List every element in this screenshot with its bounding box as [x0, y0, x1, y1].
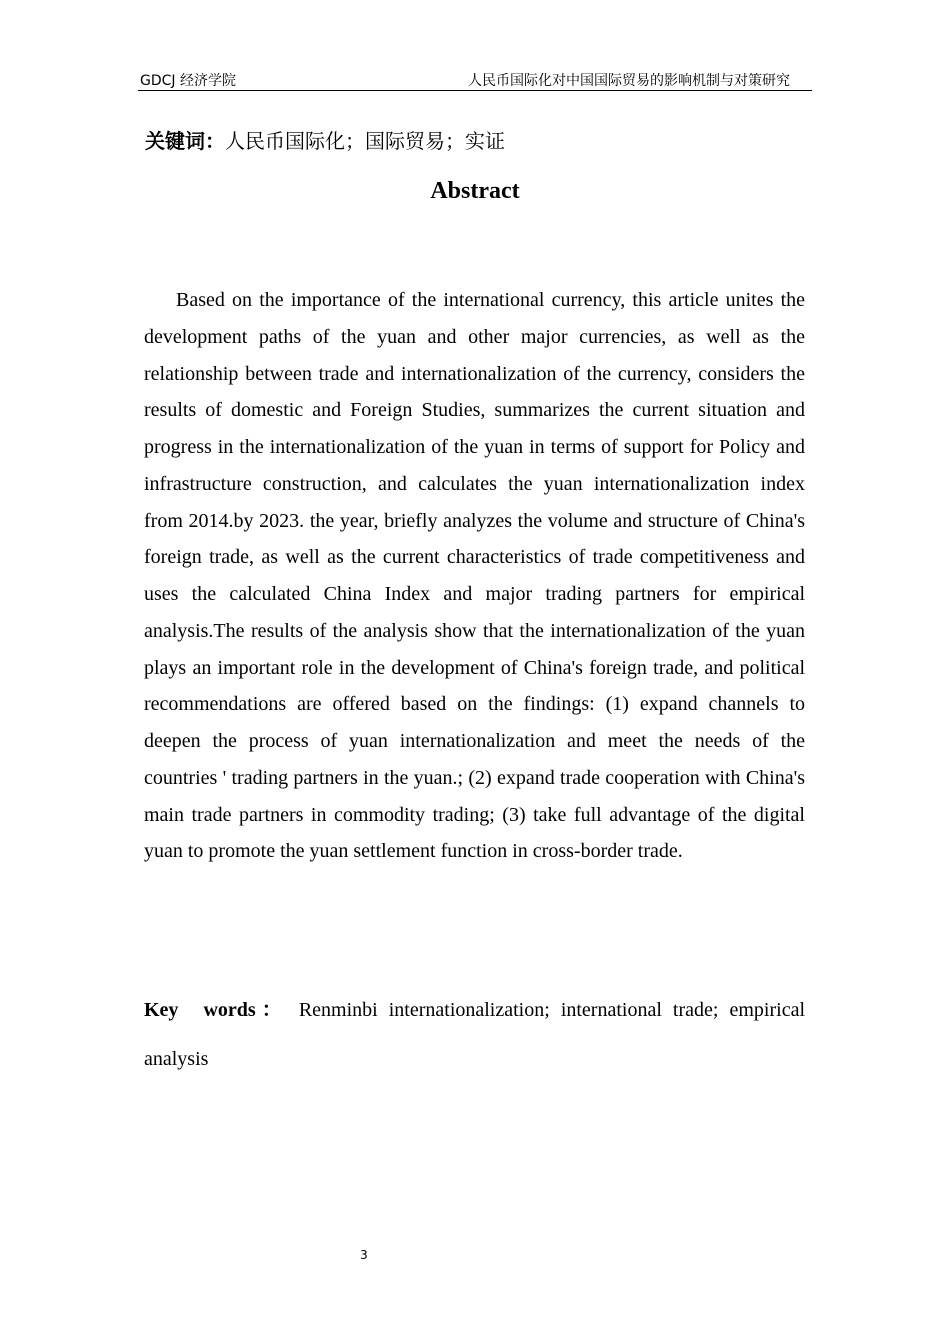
header-left: GDCJ 经济学院: [140, 73, 236, 89]
keywords-chinese-label: 关键词：: [145, 129, 225, 153]
header-title: 人民币国际化对中国国际贸易的影响机制与对策研究: [468, 73, 790, 89]
keywords-english-label: Key words：: [144, 999, 288, 1021]
keywords-chinese-text: 人民币国际化；国际贸易；实证: [225, 129, 505, 153]
page-number: 3: [360, 1248, 368, 1262]
keywords-english-text: Renminbi internationalization; international trade; empirical analysis: [144, 999, 806, 1070]
page-header: [138, 70, 812, 91]
keywords-english: [144, 986, 805, 1084]
keywords-chinese: [145, 126, 505, 156]
abstract-title: Abstract: [430, 178, 520, 204]
abstract-body: Based on the importance of the international currency, this article unites the development paths of the yuan and other major currencies, as well as the relationship between trade and internationalization of the currency, considers the results of domestic and Foreign Studies, summarizes the current situation and progress in the internationalization of the yuan in terms of support for Policy and infrastructure construction, and calculates the yuan internationalization index from 2014.by 2023. the year, briefly analyzes the volume and structure of China's foreign trade, as well as the current characteristics of trade competitiveness and uses the calculated China Index and major trading partners for empirical analysis.The results of the analysis show that the internationalization of the yuan plays an important role in the development of China's foreign trade, and political recommendations are offered based on the findings: (1) expand channels to deepen the process of yuan internationalization and meet the needs of the countries ' trading partners in the yuan.; (2) expand trade cooperation with China's main trade partners in commodity trading; (3) take full advantage of the digital yuan to promote the yuan settlement function in cross-border trade.: [144, 289, 805, 863]
